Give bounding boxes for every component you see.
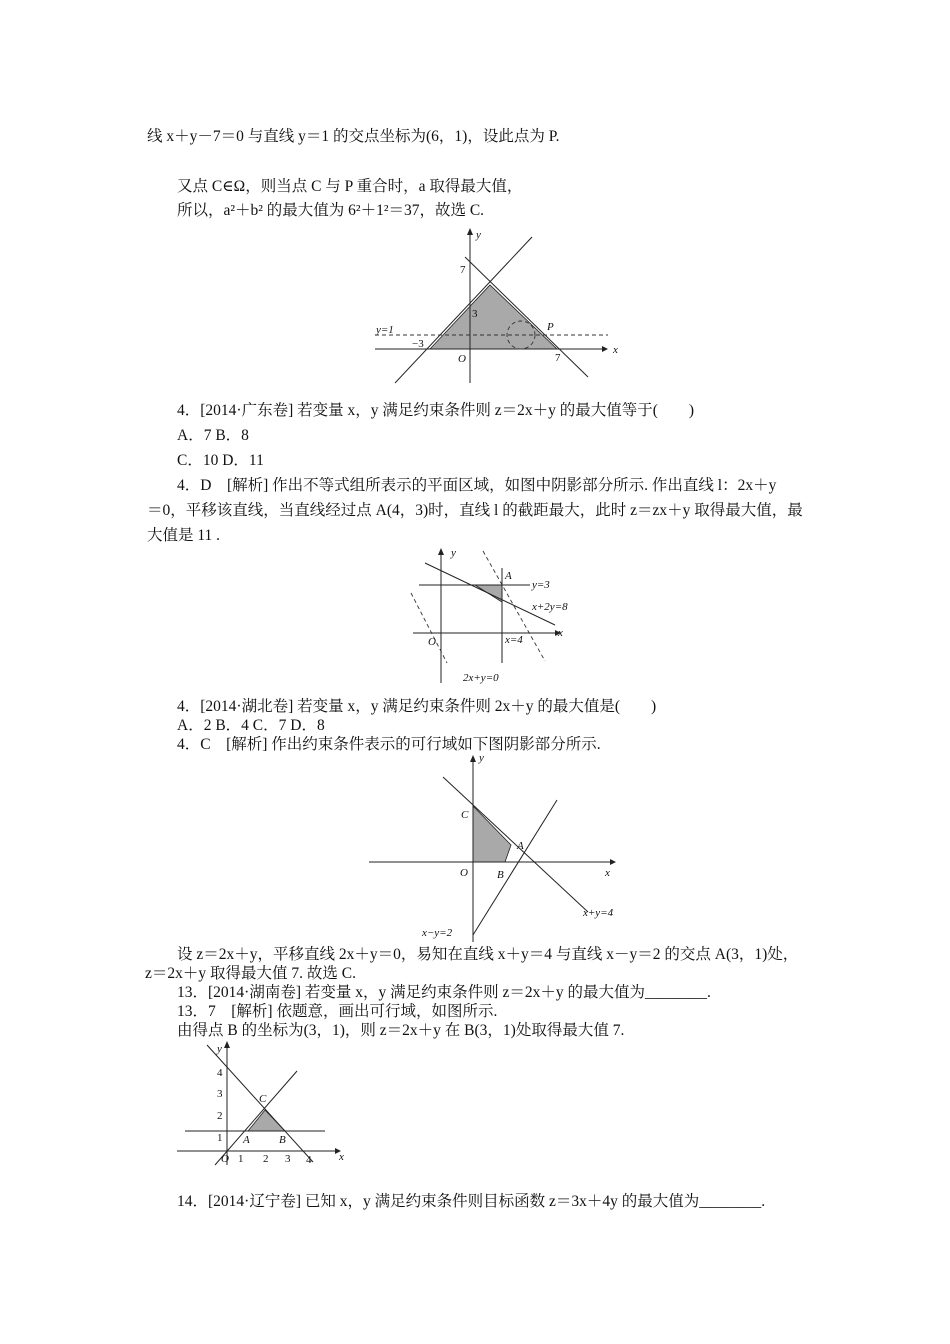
fig3-point-c: C (461, 809, 469, 821)
fig2-y-label: y (451, 547, 456, 559)
fig4-tick-x2: 2 (263, 1153, 269, 1165)
fig1-tick-neg3: −3 (412, 338, 424, 350)
fig3-point-a: A (517, 840, 524, 852)
fig4-point-c: C (259, 1093, 267, 1105)
text-line-9: 大值是 11 . (147, 527, 221, 544)
fig1-x-label: x (613, 344, 618, 356)
fig1-y-label: y (476, 229, 481, 241)
text-line-3: 所以，a²＋b² 的最大值为 6²＋1²＝37，故选 C. (177, 202, 485, 219)
fig4-tick-y4: 4 (217, 1067, 223, 1079)
text-line-2: 又点 C∈Ω，则当点 C 与 P 重合时，a 取得最大值， (177, 178, 523, 195)
fig4-y-label: y (217, 1043, 222, 1055)
fig2-label-x4: x=4 (505, 634, 523, 646)
text-line-8: ＝0，平移该直线，当直线经过点 A(4，3)时，直线 l 的截距最大，此时 z＝zx＋y 取得最大值，最 (147, 502, 803, 519)
fig3-point-b: B (497, 869, 504, 881)
fig4-tick-x4: 4 (306, 1154, 312, 1166)
fig4-tick-x1: 1 (238, 1153, 244, 1165)
fig4-point-a: A (243, 1134, 250, 1146)
fig3-y-label: y (479, 752, 484, 764)
fig4-point-b: B (279, 1134, 286, 1146)
text-line-17: 由得点 B 的坐标为(3，1)，则 z＝2x＋y 在 B(3，1)处取得最大值 7. (177, 1022, 625, 1039)
text-line-4: 4．[2014·广东卷] 若变量 x，y 满足约束条件则 z＝2x＋y 的最大值等于( ) (177, 402, 695, 419)
text-line-5: A．7 B．8 (177, 427, 249, 444)
fig1-tick-7x: 7 (555, 352, 561, 364)
text-line-18: 14．[2014·辽宁卷] 已知 x，y 满足约束条件则目标函数 z＝3x＋4y 的最大值为________. (177, 1193, 766, 1210)
fig1-tick-7y: 7 (460, 264, 466, 276)
figure-4-graph (175, 1040, 355, 1170)
fig4-x-label: x (339, 1151, 344, 1163)
fig2-label-y3: y=3 (532, 579, 550, 591)
text-line-10: 4．[2014·湖北卷] 若变量 x，y 满足约束条件则 2x＋y 的最大值是( ) (177, 698, 657, 715)
figure-3-graph (365, 750, 625, 945)
fig4-tick-x3: 3 (285, 1153, 291, 1165)
fig3-feasible-region (473, 806, 511, 862)
fig2-label-2xy0: 2x+y=0 (463, 672, 499, 684)
fig3-label-xmy2: x−y=2 (422, 927, 453, 939)
text-line-16: 13．7 [解析] 依题意，画出可行域，如图所示. (177, 1003, 498, 1020)
fig2-origin: O (428, 636, 436, 648)
fig4-tick-y2: 2 (217, 1110, 223, 1122)
fig1-feasible-region (430, 285, 557, 349)
text-line-14: z＝2x＋y 取得最大值 7. 故选 C. (145, 965, 356, 982)
text-line-6: C．10 D．11 (177, 452, 264, 469)
fig4-tick-y3: 3 (217, 1088, 223, 1100)
figure-1-graph (370, 225, 620, 385)
fig4-tick-y1: 1 (217, 1132, 223, 1144)
text-line-13: 设 z＝2x＋y，平移直线 2x＋y＝0，易知在直线 x＋y＝4 与直线 x－y＝2 的交点 A(3，1)处， (177, 946, 799, 963)
fig1-point-p: P (547, 321, 554, 333)
text-line-12: 4．C [解析] 作出约束条件表示的可行域如下图阴影部分所示. (177, 736, 601, 753)
text-line-11: A．2 B．4 C．7 D．8 (177, 717, 325, 734)
fig1-origin: O (458, 353, 466, 365)
fig1-line-y1: y=1 (376, 324, 394, 336)
fig3-label-xy4: x+y=4 (583, 907, 614, 919)
text-line-15: 13．[2014·湖南卷] 若变量 x，y 满足约束条件则 z＝2x＋y 的最大值为________. (177, 984, 711, 1001)
fig2-x-label: x (558, 627, 563, 639)
fig1-tick-3: 3 (472, 308, 478, 320)
fig3-x-label: x (605, 867, 610, 879)
text-line-1: 线 x＋y－7＝0 与直线 y＝1 的交点坐标为(6，1)，设此点为 P. (147, 128, 560, 145)
text-line-7: 4．D [解析] 作出不等式组所表示的平面区域，如图中阴影部分所示. 作出直线 l：2x＋y (177, 477, 777, 494)
fig2-label-x2y8: x+2y=8 (532, 601, 568, 613)
fig4-origin: O (221, 1153, 229, 1165)
fig3-origin: O (460, 867, 468, 879)
figure-2-graph (405, 543, 580, 688)
fig2-point-a: A (505, 570, 512, 582)
